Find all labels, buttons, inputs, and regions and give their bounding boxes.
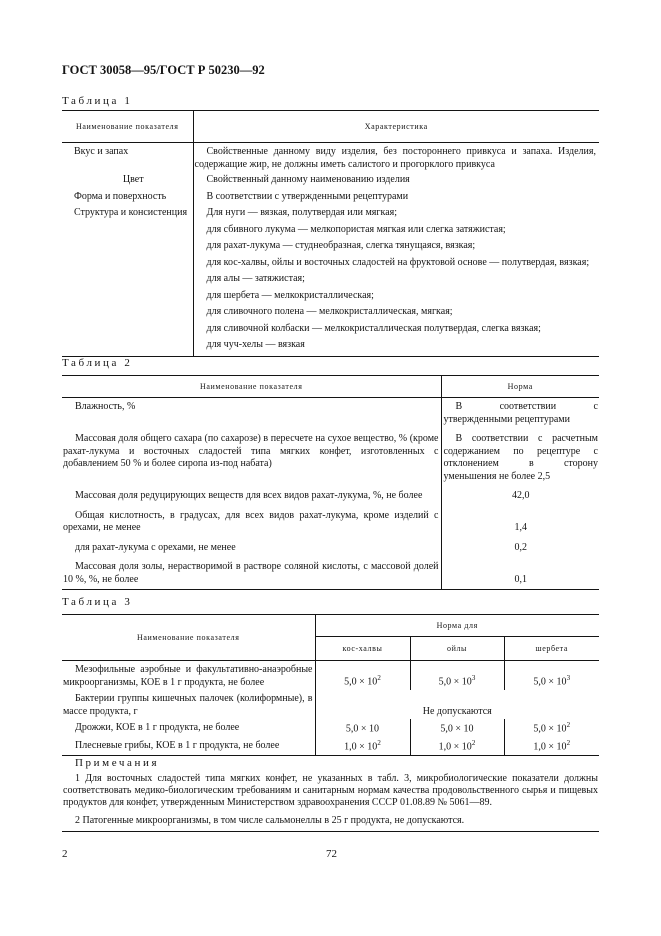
table3-header-sherbet: шербета <box>504 637 599 661</box>
t3-row <box>62 661 599 691</box>
t1-cell-value: для чуч-хелы — вязкая <box>206 339 305 350</box>
page-number: 72 <box>326 848 337 860</box>
t1-cell-name <box>62 339 193 356</box>
t1-cell-value: для рахат-лукума — студнеобразная, слегка тянущаяся, вязкая; <box>206 240 476 251</box>
t1-row <box>62 257 599 274</box>
t1-row <box>62 224 599 241</box>
t3-value-exponent: 2 <box>377 674 381 683</box>
t1-row <box>62 306 599 323</box>
t3-value-base: 5,0 × 10 <box>533 676 567 688</box>
t3-value-base: 5,0 × 10 <box>440 723 474 735</box>
t3-cell-merged: Не допускаются <box>422 705 492 717</box>
t1-cell-name <box>62 273 193 290</box>
t3-value-base: 5,0 × 10 <box>345 723 380 735</box>
t3-cell-value-c <box>504 737 599 755</box>
t3-cell-name: Дрожжи, КОЕ в 1 г продукта, не более <box>62 719 315 737</box>
t1-cell-name <box>62 240 193 257</box>
t3-row <box>62 737 599 755</box>
t1-cell-name <box>62 306 193 323</box>
table3-header-name: Наименование показателя <box>62 615 315 661</box>
t1-row <box>62 191 599 208</box>
t2-cell-name: Массовая доля золы, нерастворимой в растворе соляной кислоты, с массовой долей 10 %, %, не более <box>62 557 441 590</box>
t1-cell-value: для кос-халвы, ойлы и восточных сладостей на фруктовой основе — полутвердая, вязкая; <box>206 256 590 268</box>
t1-row <box>62 323 599 340</box>
t3-cell-value-c <box>504 661 599 691</box>
t3-cell-name: Мезофильные аэробные и факультативно-анаэробные микроорганизмы, КОЕ в 1 г продукта, не более <box>62 661 315 691</box>
t2-cell-norm: 42,0 <box>512 490 530 501</box>
table1-header-name: Наименование показателя <box>62 111 193 143</box>
t2-row <box>62 486 599 506</box>
t3-cell-value-a <box>315 737 410 755</box>
t1-cell-name <box>62 290 193 307</box>
t1-cell-name <box>62 257 193 274</box>
t1-cell-value: для сбивного лукума — мелкопористая мягкая или слегка затяжистая; <box>206 223 506 235</box>
t2-cell-norm: 0,1 <box>514 573 527 585</box>
t3-cell-value-b <box>410 661 504 691</box>
t1-cell-value: Свойственный данному наименованию изделия <box>206 174 410 185</box>
t3-value-base: 5,0 × 10 <box>533 723 567 735</box>
t2-cell-norm: 0,2 <box>514 541 527 553</box>
t1-cell-value: для алы — затяжистая; <box>206 273 305 284</box>
t3-row <box>62 719 599 737</box>
t1-row <box>62 143 599 175</box>
table2 <box>62 375 599 590</box>
t1-cell-name: Структура и консистенция <box>62 207 193 224</box>
t1-cell-name: Цвет <box>62 174 193 191</box>
t2-row <box>62 429 599 486</box>
t2-cell-name: Массовая доля общего сахара (по сахарозе) в пересчете на сухое вещество, % (кроме рахат-лукума и восточных сладостей типа мягких конфет, изготовленных с добавлением 50 % и более сиропа из-под набата) <box>62 429 441 486</box>
t1-cell-name: Форма и поверхность <box>62 191 193 208</box>
t1-cell-name <box>62 224 193 241</box>
t1-cell-value: Свойственные данному виду изделия, без постороннего привкуса и запаха. Изделия, содержащие жир, не должны иметь салистого и прогорклого привкуса <box>194 146 596 170</box>
table3-header-kos-halva: кос-халвы <box>315 637 410 661</box>
t1-cell-value: для сливочного полена — мелкокристаллическая, мягкая; <box>206 306 453 317</box>
t3-value-exponent: 3 <box>566 674 571 683</box>
t1-row <box>62 339 599 356</box>
t3-value-base: 5,0 × 10 <box>438 676 472 688</box>
t3-value-exponent: 2 <box>566 721 571 729</box>
t3-value-base: 5,0 × 10 <box>344 676 378 688</box>
table3-header-norm: Норма для <box>315 615 599 637</box>
table2-caption: Таблица 2 <box>62 357 133 369</box>
table2-header-name: Наименование показателя <box>62 376 441 398</box>
note-2: 2 Патогенные микроорганизмы, в том числе сальмонеллы в 25 г продукта, не допускаются. <box>75 814 465 826</box>
footer-left-number: 2 <box>62 848 68 860</box>
t3-value-exponent: 2 <box>377 738 381 747</box>
document-title: ГОСТ 30058—95/ГОСТ Р 50230—92 <box>62 63 265 77</box>
t3-cell-value-c <box>504 719 599 737</box>
t2-cell-norm: В соответствии с расчетным содержанием по рецептуре с отклонением в сторону уменьшения не более 2,5 <box>443 433 598 482</box>
t1-row <box>62 290 599 307</box>
note-1: 1 Для восточных сладостей типа мягких конфет, не указанных в табл. 3, микробиологические показатели должны соответствовать медико-биологическим требованиям и санитарным нормам качества продовольственного сырья и пищевых продуктов для конфет, утвержденным Министерством здравоохранения СССР 01.08.89 № 5061—89. <box>63 772 598 809</box>
t2-row <box>62 538 599 558</box>
t1-cell-value: В соответствии с утвержденными рецептурами <box>206 190 409 202</box>
t3-cell-value-b <box>410 737 504 755</box>
t3-cell-value-a <box>315 661 410 691</box>
t2-row <box>62 398 599 430</box>
t3-row <box>62 690 599 719</box>
t2-row <box>62 506 599 538</box>
t1-row <box>62 240 599 257</box>
t1-cell-name <box>62 323 193 340</box>
t2-cell-name: для рахат-лукума с орехами, не менее <box>62 538 441 558</box>
t2-cell-name: Массовая доля редуцирующих веществ для всех видов рахат-лукума, %, не более <box>62 486 441 506</box>
t1-cell-value: для сливочной колбаски — мелкокристаллическая полутвердая, слегка вязкая; <box>206 322 541 334</box>
t3-value-base: 1,0 × 10 <box>438 741 472 753</box>
t2-cell-norm: В соответствии с утвержденными рецептурами <box>443 401 598 425</box>
t3-value-base: 1,0 × 10 <box>344 741 378 753</box>
t1-cell-value: для шербета — мелкокристаллическая; <box>206 289 374 301</box>
t1-cell-value: Для нуги — вязкая, полутвердая или мягкая; <box>206 207 398 218</box>
t3-value-exponent: 2 <box>471 738 476 747</box>
t3-value-base: 1,0 × 10 <box>533 741 567 753</box>
t1-row <box>62 207 599 224</box>
table3 <box>62 614 599 832</box>
table1-header-char: Характеристика <box>193 111 599 143</box>
t2-cell-norm: 1,4 <box>514 522 527 533</box>
table1 <box>62 110 599 357</box>
t1-row <box>62 273 599 290</box>
t1-row <box>62 174 599 191</box>
t3-cell-value-a <box>315 719 410 737</box>
t3-cell-name: Бактерии группы кишечных палочек (колиформные), в массе продукта, г <box>62 690 315 719</box>
table3-notes <box>62 755 599 831</box>
t2-row <box>62 557 599 590</box>
notes-title: Примечания <box>75 756 160 769</box>
t1-cell-name: Вкус и запах <box>62 143 193 175</box>
table3-header-oyla: ойлы <box>410 637 504 661</box>
table1-caption: Таблица 1 <box>62 95 133 107</box>
t3-cell-value-b <box>410 719 504 737</box>
table2-header-norm: Норма <box>441 376 599 398</box>
table3-caption: Таблица 3 <box>62 596 133 608</box>
t3-value-exponent: 2 <box>566 738 571 747</box>
t3-cell-name: Плесневые грибы, КОЕ в 1 г продукта, не более <box>62 737 315 755</box>
t2-cell-name: Влажность, % <box>62 398 441 430</box>
t2-cell-name: Общая кислотность, в градусах, для всех видов рахат-лукума, кроме изделий с орехами, не менее <box>62 506 441 538</box>
t3-value-exponent: 3 <box>471 674 476 683</box>
